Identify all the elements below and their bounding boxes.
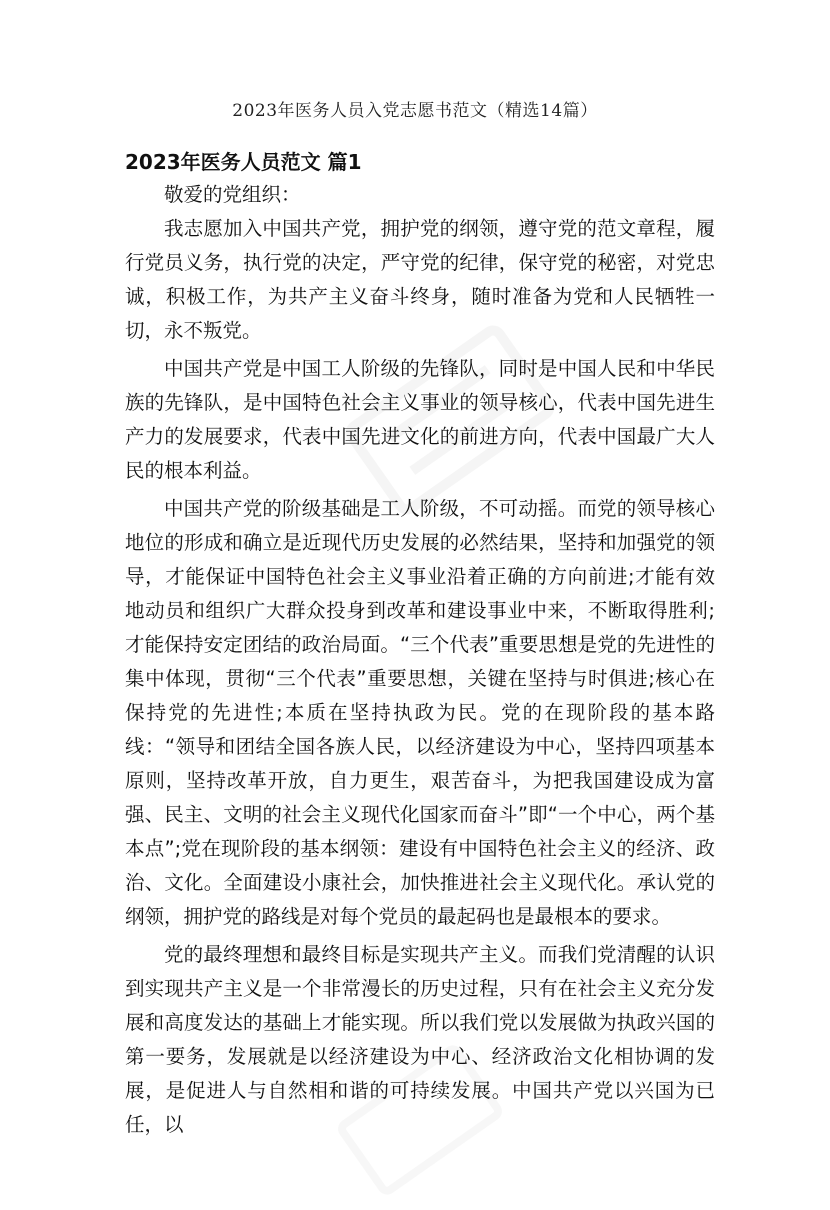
body-paragraph: 我志愿加入中国共产党，拥护党的纲领，遵守党的范文章程，履行党员义务，执行党的决定，严守党的纪律，保守党的秘密，对党忠诚，积极工作，为共产主义奋斗终身，随时准备为党和人民牺牲一切，永不叛党。 bbox=[125, 217, 715, 342]
document-body bbox=[125, 178, 715, 1146]
body-paragraph: 中国共产党是中国工人阶级的先锋队，同时是中国人民和中华民族的先锋队，是中国特色社会主义事业的领导核心，代表中国先进生产力的发展要求，代表中国先进文化的前进方向，代表中国最广大人民的根本利益。 bbox=[125, 357, 715, 482]
body-paragraph: 中国共产党的阶级基础是工人阶级，不可动摇。而党的领导核心地位的形成和确立是近现代历史发展的必然结果，坚持和加强党的领导，才能保证中国特色社会主义事业沿着正确的方向前进;才能有效地动员和组织广大群众投身到改革和建设事业中来，不断取得胜利;才能保持安定团结的政治局面。“三个代表”重要思想是党的先进性的集中体现，贯彻“三个代表”重要思想，关键在坚持与时俱进;核心在保持党的先进性;本质在坚持执政为民。党的在现阶段的基本路线：“领导和团结全国各族人民，以经济建设为中心，坚持四项基本原则，坚持改革开放，自力更生，艰苦奋斗，为把我国建设成为富强、民主、文明的社会主义现代化国家而奋斗”即“一个中心，两个基本点”;党在现阶段的基本纲领：建设有中国特色社会主义的经济、政治、文化。全面建设小康社会，加快推进社会主义现代化。承认党的纲领，拥护党的路线是对每个党员的最起码也是最根本的要求。 bbox=[125, 497, 715, 928]
document-title: 2023年医务人员入党志愿书范文（精选14篇） bbox=[232, 101, 598, 121]
section-heading: 2023年医务人员范文 篇1 bbox=[125, 150, 362, 174]
salutation: 敬爱的党组织： bbox=[164, 183, 301, 206]
body-paragraph: 党的最终理想和最终目标是实现共产主义。而我们党清醒的认识到实现共产主义是一个非常漫长的历史过程，只有在社会主义充分发展和高度发达的基础上才能实现。所以我们党以发展做为执政兴国的第一要务，发展就是以经济建设为中心、经济政治文化相协调的发展，是促进人与自然相和谐的可持续发展。中国共产党以兴国为已任，以 bbox=[125, 943, 715, 1136]
